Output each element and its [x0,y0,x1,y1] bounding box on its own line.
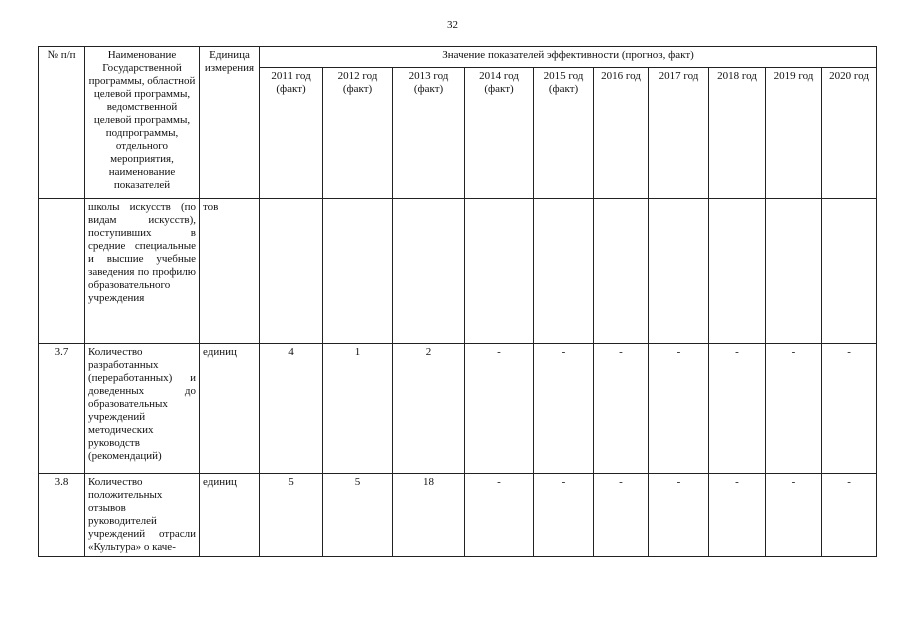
row-num [39,199,85,344]
row-value: - [822,474,877,557]
header-values-group: Значение показателей эффективности (прогноз, факт) [260,47,877,68]
row-unit: единиц [200,344,260,474]
row-value: 1 [323,344,393,474]
header-num: № п/п [39,47,85,199]
row-value: - [709,474,766,557]
row-value: - [766,474,822,557]
header-year: 2016 год [594,68,649,199]
page-number: 32 [447,19,458,31]
header-year: 2012 год (факт) [323,68,393,199]
row-value [534,199,594,344]
row-value [709,199,766,344]
header-year: 2018 год [709,68,766,199]
row-value [766,199,822,344]
header-year: 2017 год [649,68,709,199]
row-unit: тов [200,199,260,344]
row-value: 18 [393,474,465,557]
indicators-table [38,46,877,557]
row-value: - [594,474,649,557]
header-year: 2013 год (факт) [393,68,465,199]
header-year: 2019 год [766,68,822,199]
row-value: - [534,344,594,474]
row-name: Количество положительных отзывов руководителей учреждений отрасли «Культура» о каче- [85,474,200,557]
row-num: 3.7 [39,344,85,474]
row-value [465,199,534,344]
row-value: - [709,344,766,474]
row-value: 5 [323,474,393,557]
row-value [594,199,649,344]
row-name: школы искусств (по видам искусств), поступивших в средние специальные и высшие учебные заведения по профилю образовательного учреждения [85,199,200,344]
row-value [393,199,465,344]
header-year: 2015 год (факт) [534,68,594,199]
row-value [260,199,323,344]
row-value [323,199,393,344]
table-row [39,474,877,557]
row-value: - [822,344,877,474]
row-value: - [649,344,709,474]
header-row [39,47,877,68]
row-value: - [649,474,709,557]
row-unit: единиц [200,474,260,557]
row-value: 5 [260,474,323,557]
header-unit: Единица измерения [200,47,260,199]
row-value: - [766,344,822,474]
row-value [822,199,877,344]
header-year: 2011 год (факт) [260,68,323,199]
header-name: Наименование Государственной программы, областной целевой программы, ведомственной целевой программы, подпрограммы, отдельного мероприятия, наименование показателей [85,47,200,199]
row-value: - [534,474,594,557]
row-value: 4 [260,344,323,474]
table-row [39,344,877,474]
header-year: 2020 год [822,68,877,199]
row-num: 3.8 [39,474,85,557]
header-year: 2014 год (факт) [465,68,534,199]
row-value [649,199,709,344]
row-value: - [465,344,534,474]
table-row [39,199,877,344]
row-value: - [465,474,534,557]
row-name: Количество разработанных (переработанных) и доведенных до образовательных учреждений методических руководств (рекомендаций) [85,344,200,474]
row-value: - [594,344,649,474]
row-value: 2 [393,344,465,474]
